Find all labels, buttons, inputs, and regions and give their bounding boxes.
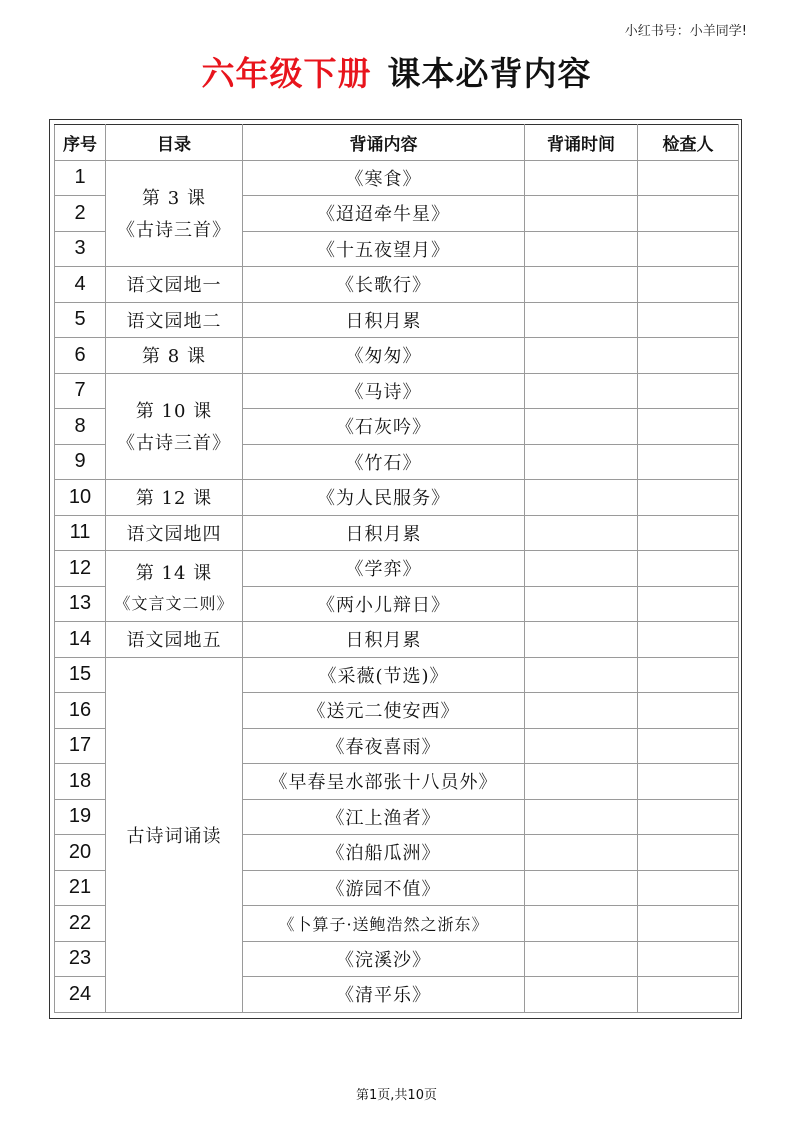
page-footer: 第1页,共10页 — [356, 1088, 437, 1103]
row-number: 12 — [55, 551, 106, 587]
row-number: 14 — [55, 622, 106, 658]
content-cell: 《匆匆》 — [243, 338, 525, 374]
row-number: 13 — [55, 586, 106, 622]
content-cell: 《春夜喜雨》 — [243, 728, 525, 764]
directory-sublabel: 《古诗三首》 — [117, 433, 231, 455]
directory-cell: 古诗词诵读 — [106, 657, 243, 1012]
directory-label: 第 10 课 — [135, 401, 213, 423]
row-number: 19 — [55, 799, 106, 835]
row-number: 17 — [55, 728, 106, 764]
checker-cell[interactable] — [638, 551, 739, 587]
checker-cell[interactable] — [638, 622, 739, 658]
checker-cell[interactable] — [638, 267, 739, 303]
checker-cell[interactable] — [638, 870, 739, 906]
directory-cell: 第 8 课 — [106, 338, 243, 374]
time-cell[interactable] — [525, 764, 638, 800]
content-cell: 《江上渔者》 — [243, 799, 525, 835]
time-cell[interactable] — [525, 373, 638, 409]
row-number: 15 — [55, 657, 106, 693]
content-cell: 《学弈》 — [243, 551, 525, 587]
time-cell[interactable] — [525, 480, 638, 516]
time-cell[interactable] — [525, 338, 638, 374]
table-row — [55, 551, 739, 587]
checker-cell[interactable] — [638, 480, 739, 516]
table-row — [55, 267, 739, 303]
content-cell: 日积月累 — [243, 302, 525, 338]
time-cell[interactable] — [525, 693, 638, 729]
directory-cell: 语文园地四 — [106, 515, 243, 551]
time-cell[interactable] — [525, 799, 638, 835]
content-cell: 《石灰吟》 — [243, 409, 525, 445]
time-cell[interactable] — [525, 906, 638, 942]
header-time: 背诵时间 — [525, 125, 638, 161]
content-cell: 《清平乐》 — [243, 977, 525, 1013]
time-cell[interactable] — [525, 870, 638, 906]
time-cell[interactable] — [525, 586, 638, 622]
checker-cell[interactable] — [638, 515, 739, 551]
directory-sublabel: 《古诗三首》 — [117, 220, 231, 242]
checker-cell[interactable] — [638, 693, 739, 729]
row-number: 23 — [55, 941, 106, 977]
time-cell[interactable] — [525, 728, 638, 764]
content-cell: 《十五夜望月》 — [243, 231, 525, 267]
content-cell: 《泊船瓜洲》 — [243, 835, 525, 871]
table-row — [55, 657, 739, 693]
recitation-table — [54, 124, 739, 1013]
table-row — [55, 480, 739, 516]
table-row — [55, 622, 739, 658]
content-cell: 日积月累 — [243, 622, 525, 658]
time-cell[interactable] — [525, 267, 638, 303]
row-number: 1 — [55, 160, 106, 196]
content-cell: 《采薇(节选)》 — [243, 657, 525, 693]
header-directory: 目录 — [106, 125, 243, 161]
checker-cell[interactable] — [638, 906, 739, 942]
page-title — [0, 48, 793, 95]
directory-cell: 第 12 课 — [106, 480, 243, 516]
row-number: 16 — [55, 693, 106, 729]
checker-cell[interactable] — [638, 657, 739, 693]
checker-cell[interactable] — [638, 835, 739, 871]
table-row — [55, 338, 739, 374]
time-cell[interactable] — [525, 551, 638, 587]
row-number: 11 — [55, 515, 106, 551]
time-cell[interactable] — [525, 409, 638, 445]
time-cell[interactable] — [525, 231, 638, 267]
content-cell: 《早春呈水部张十八员外》 — [243, 764, 525, 800]
content-cell: 《卜算子·送鲍浩然之浙东》 — [243, 906, 525, 942]
table-row — [55, 302, 739, 338]
time-cell[interactable] — [525, 515, 638, 551]
directory-cell — [106, 373, 243, 480]
checker-cell[interactable] — [638, 764, 739, 800]
row-number: 3 — [55, 231, 106, 267]
page-title-grade: 六年级下册 — [201, 54, 372, 93]
time-cell[interactable] — [525, 835, 638, 871]
checker-cell[interactable] — [638, 586, 739, 622]
time-cell[interactable] — [525, 160, 638, 196]
header-content: 背诵内容 — [243, 125, 525, 161]
header-index: 序号 — [55, 125, 106, 161]
directory-cell — [106, 551, 243, 622]
directory-label: 第 14 课 — [135, 562, 213, 584]
page-title-subject: 课本必背内容 — [387, 54, 592, 93]
row-number: 2 — [55, 196, 106, 232]
table-row — [55, 515, 739, 551]
time-cell[interactable] — [525, 302, 638, 338]
time-cell[interactable] — [525, 977, 638, 1013]
row-number: 5 — [55, 302, 106, 338]
row-number: 10 — [55, 480, 106, 516]
content-cell: 《迢迢牵牛星》 — [243, 196, 525, 232]
directory-cell: 语文园地二 — [106, 302, 243, 338]
checker-cell[interactable] — [638, 409, 739, 445]
directory-cell: 语文园地五 — [106, 622, 243, 658]
checker-cell[interactable] — [638, 799, 739, 835]
checker-cell[interactable] — [638, 977, 739, 1013]
row-number: 22 — [55, 906, 106, 942]
row-number: 9 — [55, 444, 106, 480]
table-header-row — [55, 125, 739, 161]
row-number: 24 — [55, 977, 106, 1013]
directory-label: 第 3 课 — [142, 188, 206, 210]
row-number: 21 — [55, 870, 106, 906]
time-cell[interactable] — [525, 444, 638, 480]
watermark-text: 小红书号：小羊同学! — [624, 24, 747, 39]
checker-cell[interactable] — [638, 728, 739, 764]
directory-sublabel: 《文言文二则》 — [114, 593, 234, 613]
row-number: 20 — [55, 835, 106, 871]
time-cell[interactable] — [525, 622, 638, 658]
table-row — [55, 160, 739, 196]
content-cell: 《两小儿辩日》 — [243, 586, 525, 622]
checker-cell[interactable] — [638, 338, 739, 374]
time-cell[interactable] — [525, 657, 638, 693]
row-number: 8 — [55, 409, 106, 445]
content-cell: 《马诗》 — [243, 373, 525, 409]
content-cell: 《送元二使安西》 — [243, 693, 525, 729]
directory-cell: 语文园地一 — [106, 267, 243, 303]
content-cell: 《长歌行》 — [243, 267, 525, 303]
content-cell: 《浣溪沙》 — [243, 941, 525, 977]
checker-cell[interactable] — [638, 231, 739, 267]
checker-cell[interactable] — [638, 444, 739, 480]
row-number: 18 — [55, 764, 106, 800]
content-cell: 《为人民服务》 — [243, 480, 525, 516]
row-number: 6 — [55, 338, 106, 374]
content-cell: 《游园不值》 — [243, 870, 525, 906]
checker-cell[interactable] — [638, 302, 739, 338]
row-number: 4 — [55, 267, 106, 303]
time-cell[interactable] — [525, 941, 638, 977]
table-row — [55, 373, 739, 409]
checker-cell[interactable] — [638, 160, 739, 196]
checker-cell[interactable] — [638, 941, 739, 977]
checker-cell[interactable] — [638, 373, 739, 409]
time-cell[interactable] — [525, 196, 638, 232]
content-cell: 《竹石》 — [243, 444, 525, 480]
checker-cell[interactable] — [638, 196, 739, 232]
content-cell: 《寒食》 — [243, 160, 525, 196]
directory-cell — [106, 160, 243, 267]
content-cell: 日积月累 — [243, 515, 525, 551]
row-number: 7 — [55, 373, 106, 409]
header-checker: 检查人 — [638, 125, 739, 161]
